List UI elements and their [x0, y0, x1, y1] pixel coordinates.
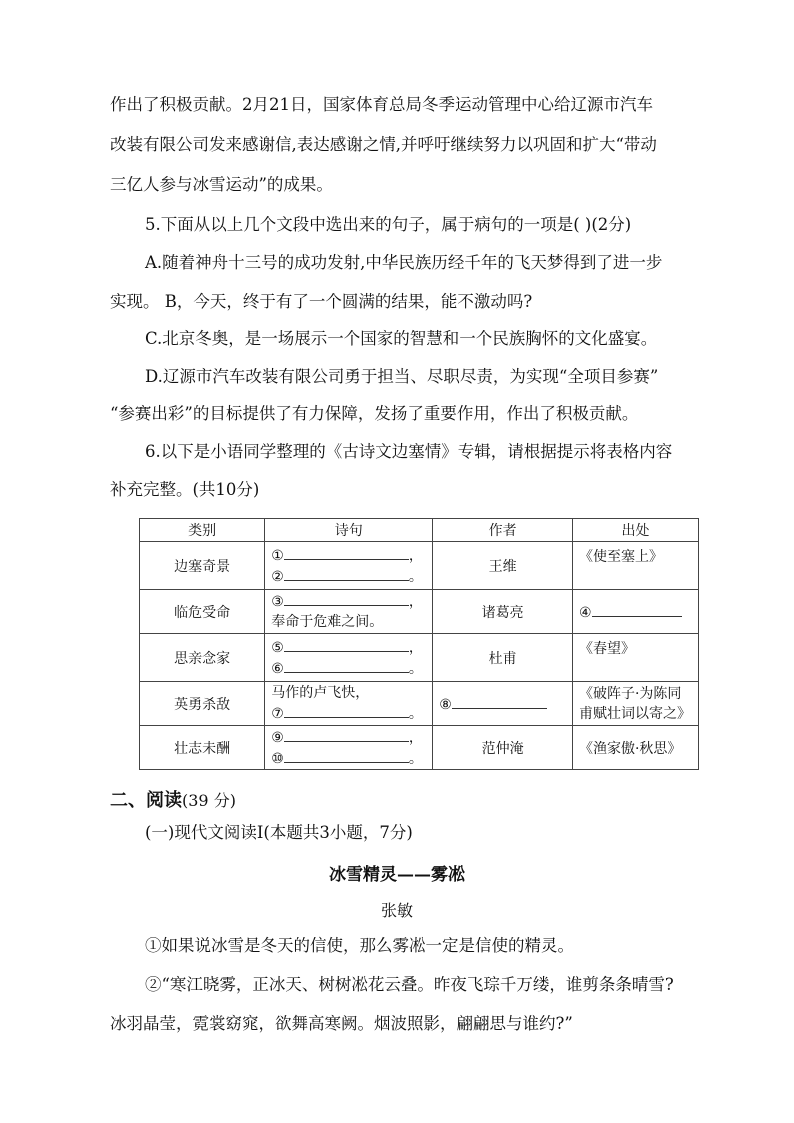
option-d-line1: D.辽源市汽车改装有限公司勇于担当、尽职尽责，为实现“全项目参赛” [145, 367, 659, 386]
option-a-line1: A.随着神舟十三号的成功发射,中华民族历经千年的飞天梦得到了进一步 [145, 253, 663, 272]
answer-blank[interactable] [284, 748, 409, 763]
author-cell: 诸葛亮 [433, 590, 573, 634]
reading-subheading: (一)现代文阅读Ⅰ(本题共3小题，7分) [145, 823, 413, 842]
category-cell: 思亲念家 [140, 634, 265, 682]
blank-marker: ⑨ [271, 729, 284, 746]
option-d-line2: “参赛出彩”的目标提供了有力保障，发扬了重要作用，作出了积极贡献。 [110, 404, 639, 423]
verse-cell [265, 542, 433, 590]
answer-blank[interactable] [284, 566, 409, 581]
article-paragraph: ②“寒江晓雾，正冰天、树树凇花云叠。昨夜飞琮千万缕，谁剪条条晴雪? [145, 975, 674, 994]
answer-blank[interactable] [284, 591, 409, 606]
source-text: 甫赋壮词以寄之》 [578, 705, 691, 722]
section-heading [110, 786, 236, 812]
source-text: 《破阵子·为陈同 [578, 685, 682, 702]
section-points: (39 分) [182, 791, 236, 810]
table-row [140, 634, 699, 682]
answer-blank[interactable] [284, 637, 409, 652]
paragraph-line: 作出了积极贡献。2月21日，国家体育总局冬季运动管理中心给辽源市汽车 [110, 95, 653, 114]
verse-cell [265, 590, 433, 634]
category-cell: 临危受命 [140, 590, 265, 634]
option-c: C.北京冬奥，是一场展示一个国家的智慧和一个民族胸怀的文化盛宴。 [145, 329, 658, 348]
answer-blank[interactable] [452, 694, 547, 709]
author-cell: 杜甫 [433, 634, 573, 682]
category-cell: 边塞奇景 [140, 542, 265, 590]
table-row [140, 726, 699, 770]
source-cell [572, 590, 698, 634]
question-6-stem: 补充完整。(共10分) [110, 480, 260, 499]
blank-marker: ⑩ [271, 750, 284, 767]
verse-text: 奉命于危难之间。 [271, 614, 384, 630]
header-author: 作者 [433, 519, 573, 542]
punctuation: 。 [408, 750, 423, 767]
blank-marker: ⑧ [439, 697, 452, 713]
answer-blank[interactable] [284, 703, 409, 718]
article-paragraph: ①如果说冰雪是冬天的信使，那么雾凇一定是信使的精灵。 [145, 936, 574, 955]
source-cell: 《渔家傲·秋思》 [572, 726, 698, 770]
paragraph-line: 改装有限公司发来感谢信,表达感谢之情,并呼吁继续努力以巩固和扩大“带动 [110, 135, 657, 154]
table-row [140, 590, 699, 634]
author-cell: 范仲淹 [433, 726, 573, 770]
blank-marker: ① [271, 547, 284, 564]
punctuation: 。 [408, 706, 423, 722]
punctuation: ， [408, 639, 423, 656]
punctuation: 。 [408, 660, 423, 677]
header-source: 出处 [572, 519, 698, 542]
option-a-line2: 实现。 B，今天，终于有了一个圆满的结果，能不激动吗? [110, 292, 533, 311]
poetry-table [139, 518, 699, 770]
paragraph-line: 三亿人参与冰雪运动”的成果。 [110, 175, 333, 194]
blank-marker: ④ [578, 605, 592, 621]
blank-marker: ⑤ [271, 639, 284, 656]
answer-blank[interactable] [284, 727, 409, 742]
verse-cell [265, 634, 433, 682]
question-6-stem: 6.以下是小语同学整理的《古诗文边塞情》专辑，请根据提示将表格内容 [145, 442, 673, 461]
blank-marker: ② [271, 568, 284, 585]
author-cell [433, 682, 573, 726]
punctuation: ， [408, 547, 423, 564]
header-verse: 诗句 [265, 519, 433, 542]
punctuation: ， [408, 594, 423, 610]
punctuation: 。 [408, 568, 423, 585]
category-cell: 英勇杀敌 [140, 682, 265, 726]
table-row [140, 542, 699, 590]
question-5-stem: 5.下面从以上几个文段中选出来的句子，属于病句的一项是( )(2分) [145, 215, 632, 234]
punctuation: ， [408, 729, 423, 746]
article-author: 张敏 [380, 901, 413, 920]
answer-blank[interactable] [284, 658, 409, 673]
table-row [140, 682, 699, 726]
answer-blank[interactable] [284, 545, 409, 560]
verse-text: 马作的卢飞快， [271, 685, 370, 701]
source-cell: 《使至塞上》 [572, 542, 698, 590]
source-cell [572, 682, 698, 726]
answer-blank[interactable] [592, 602, 682, 617]
verse-cell [265, 726, 433, 770]
section-title: 二、阅读 [110, 790, 182, 811]
article-paragraph: 冰羽晶莹，霓裳窈窕，欲舞高寒阙。烟波照影，翩翩思与谁约?” [110, 1014, 573, 1033]
blank-marker: ⑦ [271, 706, 284, 722]
source-cell: 《春望》 [572, 634, 698, 682]
table-header-row [140, 519, 699, 542]
article-title: 冰雪精灵——雾凇 [329, 865, 465, 885]
blank-marker: ③ [271, 594, 284, 610]
header-category: 类别 [140, 519, 265, 542]
verse-cell [265, 682, 433, 726]
blank-marker: ⑥ [271, 660, 284, 677]
category-cell: 壮志未酬 [140, 726, 265, 770]
author-cell: 王维 [433, 542, 573, 590]
